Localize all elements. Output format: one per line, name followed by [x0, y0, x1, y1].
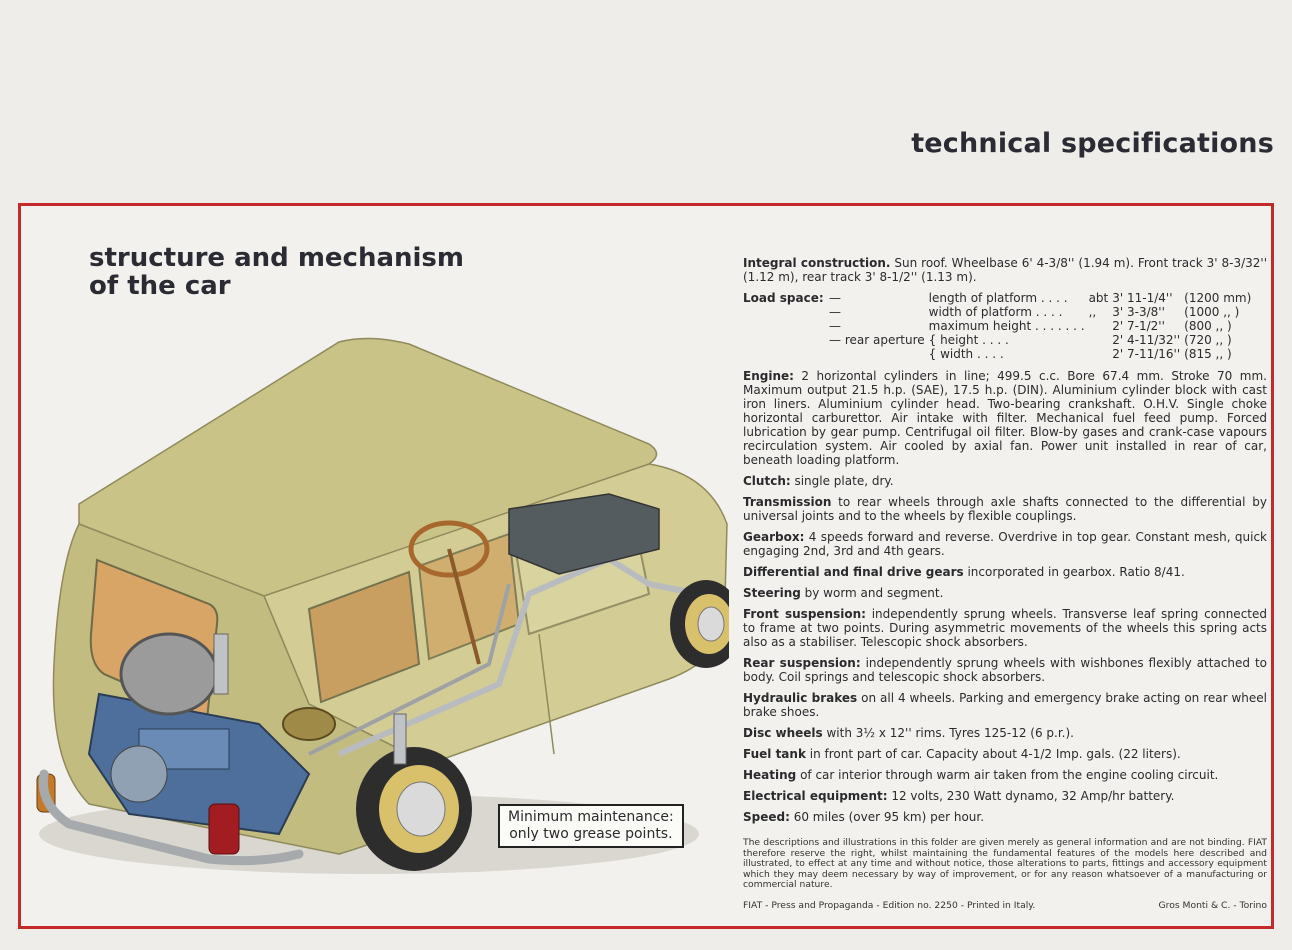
- load-space-row: [829, 319, 1255, 333]
- load-space-name: { height . . . .: [928, 333, 1009, 347]
- spec-heating: Heating of car interior through warm air taken from the engine cooling circuit.: [743, 768, 1219, 782]
- spec-disc-wheels: Disc wheels with 3½ x 12'' rims. Tyres 125-12 (6 p.r.).: [743, 726, 1074, 740]
- load-space-imp: 3' 11-1/4'': [1112, 291, 1173, 305]
- load-space-dash: —: [829, 291, 841, 305]
- spec-differential: Differential and final drive gears incorporated in gearbox. Ratio 8/41.: [743, 565, 1185, 579]
- maintenance-line2: only two grease points.: [509, 826, 673, 842]
- load-space-dash: —: [829, 319, 841, 333]
- spec-rear-suspension: Rear suspension: independently sprung wheels with wishbones flexibly attached to body. Coil springs and telescopic shock absorbers.: [743, 656, 1268, 684]
- load-space-name: length of platform . . . .: [928, 291, 1068, 305]
- spec-fuel-tank: Fuel tank in front part of car. Capacity about 4-1/2 Imp. gals. (22 liters).: [743, 747, 1181, 761]
- load-space-met: (800 ,, ): [1184, 319, 1232, 333]
- load-space-row: [829, 347, 1255, 361]
- load-space-met: (1000 ,, ): [1184, 305, 1240, 319]
- load-space-label: Load space:: [743, 291, 824, 305]
- load-space-imp: 3' 3-3/8'': [1112, 305, 1165, 319]
- load-space-mod: [1089, 319, 1113, 333]
- load-space-imp: 2' 7-11/16'': [1112, 347, 1181, 361]
- spec-speed: Speed: 60 miles (over 95 km) per hour.: [743, 810, 985, 824]
- spec-frame: [18, 203, 1274, 929]
- disclaimer: The descriptions and illustrations in this folder are given merely as general information and are not binding. FIAT therefore reserve the right, whilst maintaining the fundamental features of the models here described and illustrated, to effect at any time and without notice, those alterations to parts, fittings and accessory equipment which they may deem necessary by way of improvement, or for any reason whatsoever of a manufacturing or commercial nature.: [743, 837, 1267, 891]
- load-space-name: maximum height . . . . . . .: [928, 319, 1085, 333]
- load-space-name: { width . . . .: [928, 347, 1004, 361]
- spec-integral-construction: Integral construction. Sun roof. Wheelbase 6' 4-3/8'' (1.94 m). Front track 3' 8-3/32'' (1.12 m), rear track 3' 8-1/2'' (1.13 m).: [743, 256, 1267, 284]
- load-space-table: [829, 291, 1255, 361]
- spec-transmission: Transmission to rear wheels through axle shafts connected to the differential by universal joints and to the wheels by flexible couplings.: [743, 495, 1267, 523]
- load-space-met: (1200 mm): [1184, 291, 1252, 305]
- spec-front-suspension: Front suspension: independently sprung wheels. Transverse leaf spring connected to frame at two points. During asymmetric movements of the wheels this spring acts also as a stabiliser. Telescopic shock absorbers.: [743, 607, 1267, 649]
- load-space-dash: —: [829, 305, 841, 319]
- maintenance-callout: [498, 804, 684, 848]
- load-space-mod: [1089, 333, 1113, 347]
- spec-clutch: Clutch: single plate, dry.: [743, 474, 894, 488]
- spec-brakes: Hydraulic brakes on all 4 wheels. Parking and emergency brake acting on rear wheel brake shoes.: [743, 691, 1267, 719]
- load-space-met: (720 ,, ): [1184, 333, 1232, 347]
- load-space-row: [829, 333, 1255, 347]
- load-space-met: (815 ,, ): [1184, 347, 1232, 361]
- load-space-row: [829, 305, 1255, 319]
- spec-load-space: [743, 291, 1267, 361]
- spec-list: [743, 256, 1267, 913]
- load-space-dash: — rear aperture: [829, 333, 925, 347]
- load-space-mod: abt: [1088, 291, 1109, 305]
- section-title-line2: of the car: [89, 271, 231, 301]
- load-space-mod: ,,: [1088, 305, 1097, 319]
- footer-left: FIAT - Press and Propaganda - Edition no. 2250 - Printed in Italy.: [743, 899, 1036, 911]
- load-space-dash: [829, 347, 929, 361]
- load-space-name: width of platform . . . .: [928, 305, 1063, 319]
- footer-right: Gros Monti & C. - Torino: [1158, 899, 1267, 911]
- spec-gearbox: Gearbox: 4 speeds forward and reverse. Overdrive in top gear. Constant mesh, quick engaging 2nd, 3rd and 4th gears.: [743, 530, 1267, 558]
- section-title: [89, 244, 464, 300]
- spec-steering: Steering by worm and segment.: [743, 586, 944, 600]
- spec-electrical: Electrical equipment: 12 volts, 230 Watt dynamo, 32 Amp/hr battery.: [743, 789, 1175, 803]
- load-space-mod: [1089, 347, 1113, 361]
- load-space-imp: 2' 7-1/2'': [1112, 319, 1165, 333]
- load-space-imp: 2' 4-11/32'': [1112, 333, 1181, 347]
- maintenance-line1: Minimum maintenance:: [508, 809, 674, 825]
- print-footer: [743, 899, 1267, 913]
- spec-engine: Engine: 2 horizontal cylinders in line; 499.5 c.c. Bore 67.4 mm. Stroke 70 mm. Maximum output 21.5 h.p. (SAE), 17.5 h.p. (DIN). Aluminium cylinder block with cast iron liners. Aluminium cylinder head. Two-bearing crankshaft. O.H.V. Single choke horizontal carburettor. Air intake with filter. Mechanical fuel feed pump. Forced lubrication by gear pump. Centrifugal oil filter. Blow-by gases and crank-case vapours recirculation system. Air cooled by axial fan. Power unit installed in rear of car, beneath loading platform.: [743, 369, 1267, 467]
- load-space-row: [829, 291, 1255, 305]
- page-title: technical specifications: [911, 128, 1274, 159]
- section-title-line1: structure and mechanism: [89, 243, 464, 273]
